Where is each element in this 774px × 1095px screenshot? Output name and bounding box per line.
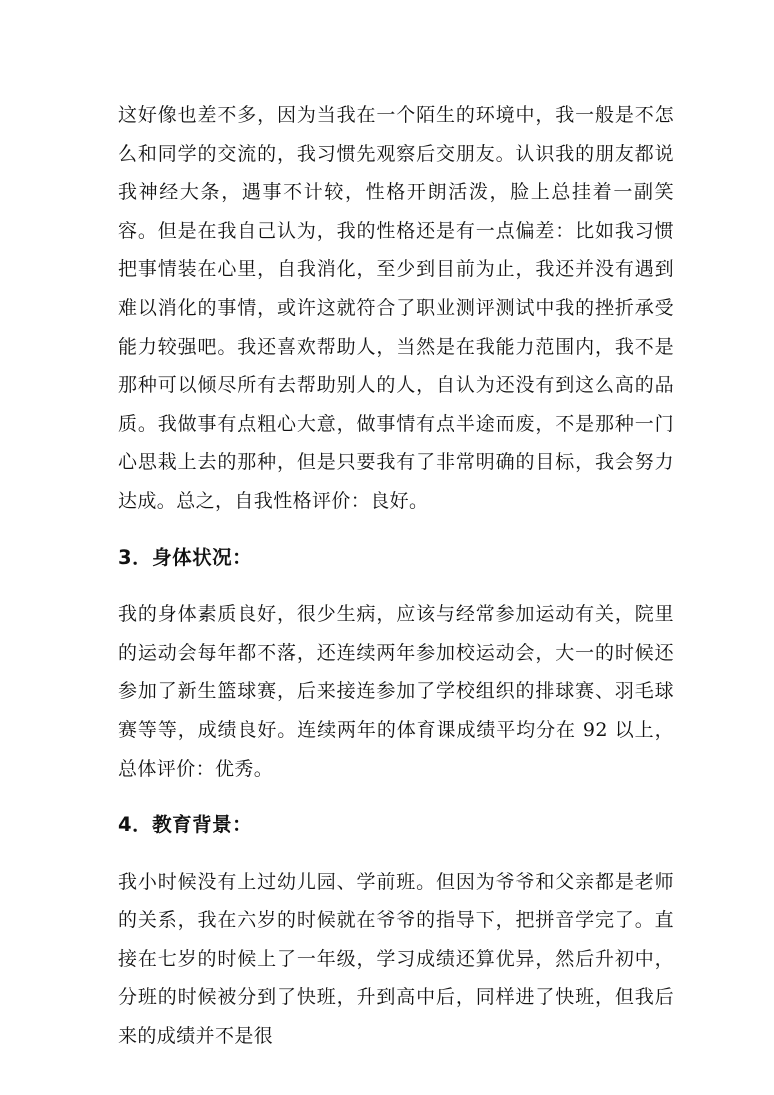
paragraph-personality: 这好像也差不多，因为当我在一个陌生的环境中，我一般是不怎么和同学的交流的，我习惯先观察后交朋友。认识我的朋友都说我神经大条，遇事不计较，性格开朗活泼，脸上总挂着一副笑容。但是在我自己认为，我的性格还是有一点偏差：比如我习惯把事情装在心里，自我消化，至少到目前为止，我还并没有遇到难以消化的事情，或许这就符合了职业测评测试中我的挫折承受能力较强吧。我还喜欢帮助人，当然是在我能力范围内，我不是那种可以倾尽所有去帮助别人的人，自认为还没有到这么高的品质。我做事有点粗心大意，做事情有点半途而废，不是那种一门心思栽上去的那种，但是只要我有了非常明确的目标，我会努力达成。总之，自我性格评价：良好。 bbox=[118, 104, 674, 512]
heading-education-background: 4．教育背景： bbox=[118, 813, 253, 837]
document-body bbox=[118, 96, 674, 1056]
paragraph-physical-condition: 我的身体素质良好，很少生病，应该与经常参加运动有关，院里的运动会每年都不落，还连续两年参加校运动会，大一的时候还参加了新生篮球赛，后来接连参加了学校组织的排球赛、羽毛球赛等等，成绩良好。连续两年的体育课成绩平均分在 92 以上，总体评价：优秀。 bbox=[118, 603, 674, 780]
paragraph-education-background: 我小时候没有上过幼儿园、学前班。但因为爷爷和父亲都是老师的关系，我在六岁的时候就在爷爷的指导下，把拼音学完了。直接在七岁的时候上了一年级，学习成绩还算优异，然后升初中，分班的时候被分到了快班，升到高中后，同样进了快班，但我后来的成绩并不是很 bbox=[118, 870, 674, 1048]
heading-physical-condition: 3．身体状况： bbox=[118, 545, 253, 569]
